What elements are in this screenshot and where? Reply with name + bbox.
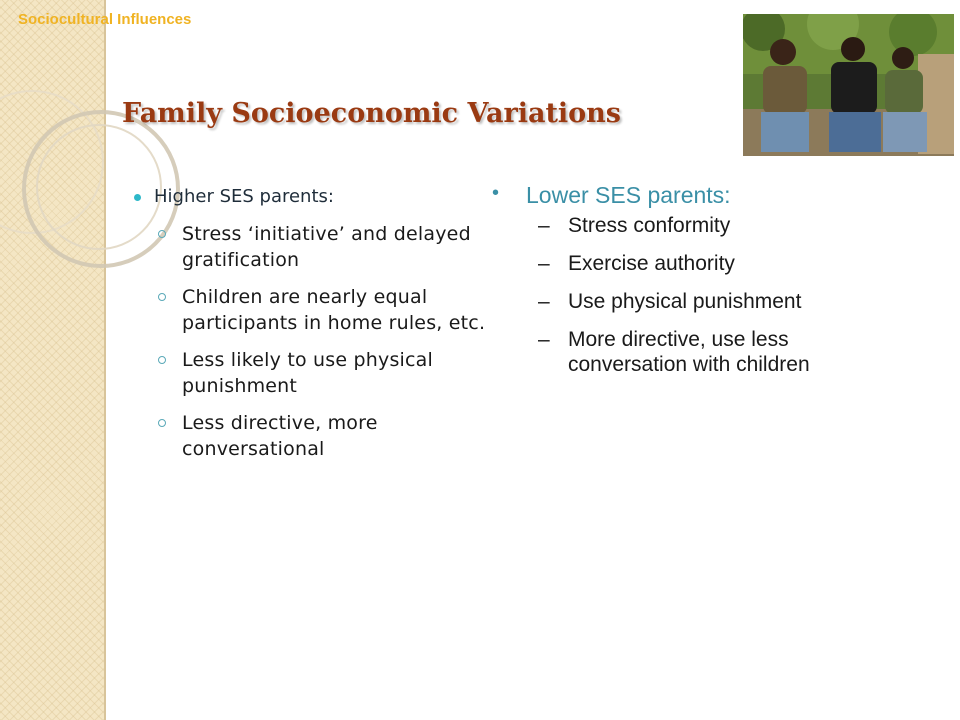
photo-illustration [743,14,954,156]
bullet-circle-icon [158,419,166,427]
bullet-circle-icon [158,293,166,301]
dash-icon: – [538,214,550,237]
people-photo [743,14,954,156]
list-item [134,284,494,336]
list-item-text: Stress ‘initiative’ and delayed gratification [182,223,471,271]
dash-icon: – [538,290,550,313]
slide-title: Family Socioeconomic Variations [122,98,622,129]
list-item [134,221,494,273]
lower-ses-column [490,182,900,390]
higher-ses-heading-text: Higher SES parents: [154,186,334,207]
bullet-dot-icon [134,194,141,201]
list-item-text: Exercise authority [568,252,735,275]
higher-ses-list [134,221,494,462]
list-item-text: More directive, use less conversation with children [568,328,810,376]
list-item-text: Use physical punishment [568,290,802,313]
list-item-text: Less likely to use physical punishment [182,349,433,397]
list-item [134,347,494,399]
list-item [490,327,900,377]
dash-icon: – [538,328,550,351]
higher-ses-heading [134,186,494,207]
section-label: Sociocultural Influences [18,11,192,28]
higher-ses-column [134,186,494,473]
list-item-text: Children are nearly equal participants in home rules, etc. [182,286,486,334]
list-item-text: Stress conformity [568,214,731,237]
list-item [134,410,494,462]
bullet-circle-icon [158,230,166,238]
bullet-circle-icon [158,356,166,364]
list-item [490,251,900,276]
lower-ses-heading [490,182,900,209]
bullet-icon: • [492,182,500,204]
dash-icon: – [538,252,550,275]
list-item [490,213,900,238]
lower-ses-heading-text: Lower SES parents: [526,182,731,208]
list-item [490,289,900,314]
lower-ses-list [490,213,900,377]
list-item-text: Less directive, more conversational [182,412,378,460]
